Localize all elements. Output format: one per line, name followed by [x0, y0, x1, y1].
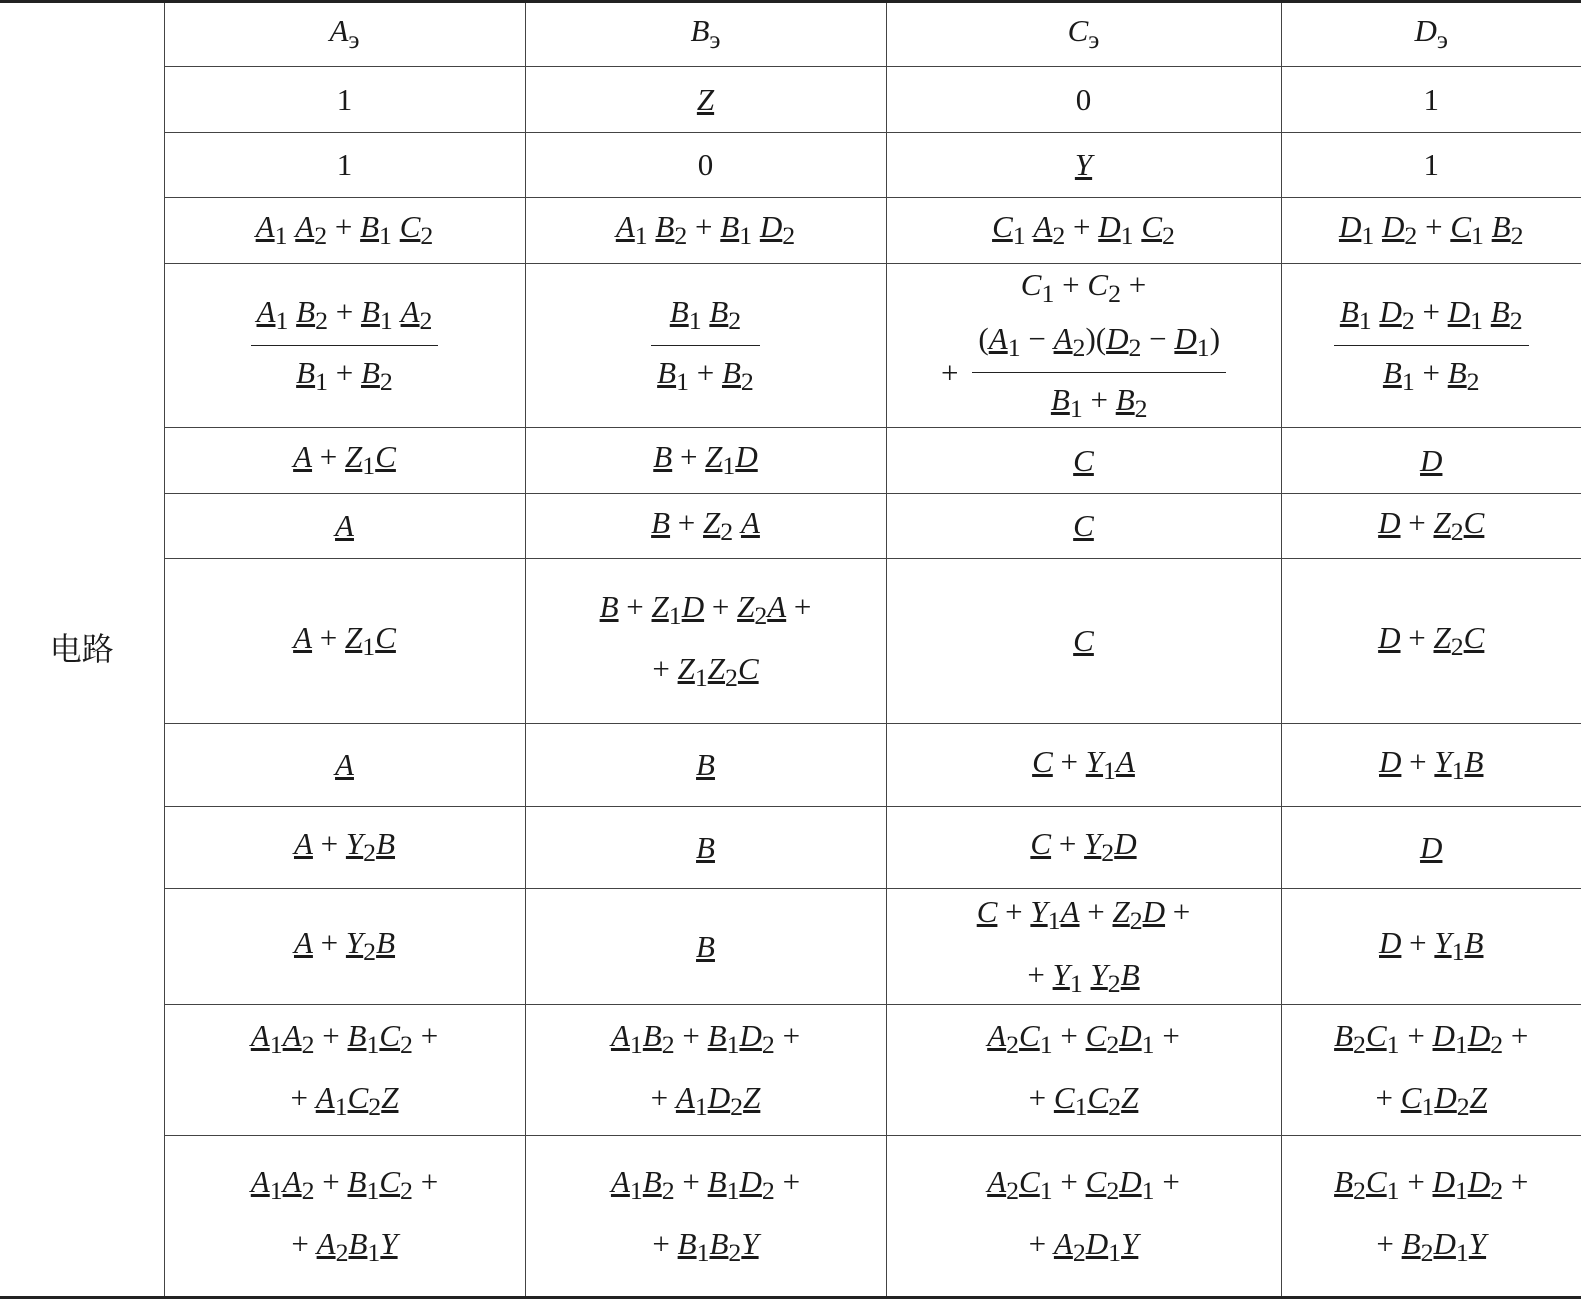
table-cell — [1281, 1005, 1581, 1136]
table-cell — [525, 807, 886, 889]
formula-line: $A_1$ $A_2 + B_1$ $C_2$ — [255, 209, 434, 251]
table-row — [0, 1136, 1581, 1298]
formula-fraction-wrap — [941, 320, 1226, 425]
formula-line: $B + Z_1D + Z_2A$ + — [599, 588, 812, 631]
header-row — [0, 2, 1581, 67]
formula-line: B — [696, 928, 715, 964]
fraction-denominator — [251, 346, 439, 399]
formula-line: $A_1A_2 + B_1C_2$ + — [250, 1017, 439, 1060]
formula-line: $A + Z_1C$ — [293, 619, 396, 662]
table-cell — [164, 559, 525, 724]
formula-line: $A_1B_2 + B_1D_2$ + — [610, 1017, 801, 1060]
formula-line: 1 — [336, 147, 353, 183]
fraction-numerator — [251, 293, 439, 346]
fraction-numerator-text: $B_1$ $B_2$ — [651, 293, 760, 346]
fraction-numerator — [972, 320, 1226, 373]
table-cell — [164, 494, 525, 559]
fraction-numerator — [651, 293, 760, 346]
formula-line: A — [335, 508, 354, 544]
row-label: 电路 — [0, 2, 164, 1298]
table-cell — [164, 807, 525, 889]
table-row — [0, 494, 1581, 559]
table-cell — [164, 198, 525, 264]
table-cell — [886, 133, 1281, 198]
table-cell — [1281, 724, 1581, 807]
formula-line: $A_1A_2 + B_1C_2$ + — [250, 1163, 439, 1206]
formula-line: $D + Z_2C$ — [1378, 619, 1485, 662]
fraction-denominator — [1334, 346, 1529, 399]
fraction-denominator — [972, 373, 1226, 426]
table-cell — [886, 264, 1281, 428]
formula-line: Z — [696, 81, 715, 117]
table-cell — [525, 1136, 886, 1298]
formula-line: $C_1 + C_2$ + — [1020, 266, 1147, 308]
formula-line: $A + Z_1C$ — [293, 439, 396, 481]
formula-fraction — [251, 293, 439, 398]
formula-fraction-wrap — [251, 293, 439, 398]
column-header — [164, 2, 525, 67]
formula-line: + $C_1C_2Z$ — [1028, 1080, 1139, 1122]
formula-line: $B + Z_1D$ — [653, 439, 758, 481]
column-header-text: $C_э$ — [1067, 13, 1100, 55]
formula-line: + $A_1D_2Z$ — [650, 1080, 761, 1122]
table-cell — [1281, 198, 1581, 264]
table-cell — [1281, 428, 1581, 494]
formula-fraction — [972, 320, 1226, 425]
table-cell — [1281, 264, 1581, 428]
formula-line: $C_1$ $A_2 + D_1$ $C_2$ — [992, 209, 1175, 251]
table-row — [0, 559, 1581, 724]
table-cell — [525, 428, 886, 494]
formula-line: + $B_1B_2Y$ — [652, 1226, 759, 1268]
formula-line: + $Z_1Z_2C$ — [652, 651, 759, 693]
table-cell — [886, 889, 1281, 1005]
column-header — [1281, 2, 1581, 67]
table-cell — [886, 1005, 1281, 1136]
formula-line: 1 — [336, 81, 353, 117]
table-row — [0, 724, 1581, 807]
formula-lead: + — [940, 354, 959, 390]
formula-line: $B + Z_2$ A — [651, 504, 760, 547]
table-cell — [1281, 1136, 1581, 1298]
table-cell — [164, 67, 525, 133]
table-cell — [164, 1005, 525, 1136]
table-cell — [1281, 494, 1581, 559]
formula-line: D — [1420, 442, 1443, 478]
table-cell — [525, 1005, 886, 1136]
formula-line: B — [696, 829, 715, 865]
table-cell — [886, 559, 1281, 724]
formula-line: $D + Y_1B$ — [1379, 925, 1484, 967]
table-cell — [886, 1136, 1281, 1298]
table-cell — [525, 198, 886, 264]
table-cell — [1281, 67, 1581, 133]
formula-line: C — [1073, 623, 1094, 659]
fraction-denominator-text: $B_1 + B_2$ — [657, 355, 754, 397]
fraction-numerator-text: $B_1$ $D_2 + D_1$ $B_2$ — [1334, 293, 1529, 346]
formula-line: $D + Y_1B$ — [1379, 743, 1484, 786]
formula-line: + $A_2D_1Y$ — [1028, 1226, 1139, 1268]
fraction-denominator-text: $B_1 + B_2$ — [1382, 355, 1480, 397]
formula-line: $A + Y_2B$ — [293, 925, 396, 967]
column-header — [525, 2, 886, 67]
formula-fraction — [651, 293, 760, 398]
formula-line: + $Y_1$ $Y_2B$ — [1027, 956, 1140, 998]
formula-line: + $A_1C_2Z$ — [290, 1080, 399, 1122]
column-header-text: $D_э$ — [1414, 13, 1448, 55]
formula-line: 0 — [1075, 81, 1092, 117]
formula-line: 1 — [1423, 147, 1439, 183]
table-cell — [886, 428, 1281, 494]
table-cell — [886, 724, 1281, 807]
formula-fraction-wrap — [651, 293, 760, 398]
table-cell — [164, 264, 525, 428]
formula-line: + $A_2B_1Y$ — [291, 1226, 398, 1268]
table-cell — [164, 428, 525, 494]
formula-line: $A_2C_1 + C_2D_1$ + — [987, 1163, 1180, 1206]
table-row — [0, 1005, 1581, 1136]
formula-line: 1 — [1423, 81, 1439, 117]
table-cell — [525, 889, 886, 1005]
formula-line: $B_2C_1 + D_1D_2$ + — [1334, 1163, 1529, 1206]
formula-line: $A_2C_1 + C_2D_1$ + — [987, 1017, 1180, 1060]
table-row — [0, 133, 1581, 198]
formula-line: $B_2C_1 + D_1D_2$ + — [1334, 1017, 1529, 1060]
formula-line: 0 — [697, 147, 714, 183]
fraction-numerator-text: $A_1$ $B_2 + B_1$ $A_2$ — [251, 293, 439, 346]
formula-line: Y — [1074, 147, 1093, 183]
formula-line: $D + Z_2C$ — [1378, 504, 1485, 547]
table-cell — [164, 133, 525, 198]
table-cell — [1281, 559, 1581, 724]
table-cell — [164, 1136, 525, 1298]
formula-line: $D_1$ $D_2 + C_1$ $B_2$ — [1338, 209, 1524, 251]
formula-line: A — [335, 747, 354, 783]
formula-line: C — [1073, 442, 1094, 478]
table-cell — [525, 264, 886, 428]
table-row — [0, 264, 1581, 428]
table-cell — [886, 494, 1281, 559]
table-cell — [886, 807, 1281, 889]
formula-line: $A + Y_2B$ — [293, 826, 396, 868]
table-cell — [525, 67, 886, 133]
table-row — [0, 67, 1581, 133]
table-row — [0, 807, 1581, 889]
formula-line: $C + Y_1A$ — [1032, 743, 1135, 786]
formula-line: $A_1B_2 + B_1D_2$ + — [610, 1163, 801, 1206]
table-cell — [886, 67, 1281, 133]
table-row — [0, 889, 1581, 1005]
table-cell — [1281, 889, 1581, 1005]
formula-line: $C + Y_1A + Z_2D$ + — [976, 894, 1191, 936]
column-header-text: $A_э$ — [329, 13, 360, 55]
table-cell — [886, 198, 1281, 264]
table-cell — [1281, 807, 1581, 889]
formula-line: + $C_1D_2Z$ — [1375, 1080, 1487, 1122]
table-cell — [1281, 133, 1581, 198]
fraction-numerator-text: $(A_1 - A_2)(D_2 - D_1)$ — [972, 320, 1226, 373]
table-cell — [525, 559, 886, 724]
table-cell — [525, 724, 886, 807]
table-cell — [164, 889, 525, 1005]
column-header — [886, 2, 1281, 67]
fraction-numerator — [1334, 293, 1529, 346]
formula-line: + $B_2D_1Y$ — [1376, 1226, 1487, 1268]
table-cell — [525, 494, 886, 559]
formula-line: C — [1073, 508, 1094, 544]
column-header-text: $B_э$ — [690, 13, 721, 55]
fraction-denominator-text: $B_1 + B_2$ — [1050, 382, 1148, 424]
table-cell — [525, 133, 886, 198]
formula-line: $C + Y_2D$ — [1030, 826, 1137, 868]
table-row — [0, 198, 1581, 264]
formula-line: $A_1$ $B_2 + B_1$ $D_2$ — [615, 209, 796, 251]
formula-line: B — [696, 747, 715, 783]
formula-line: D — [1420, 829, 1443, 865]
table-row — [0, 428, 1581, 494]
formula-fraction — [1334, 293, 1529, 398]
fraction-denominator-text: $B_1 + B_2$ — [296, 355, 393, 397]
formula-fraction-wrap — [1334, 293, 1529, 398]
fraction-denominator — [651, 346, 760, 399]
table-cell — [164, 724, 525, 807]
